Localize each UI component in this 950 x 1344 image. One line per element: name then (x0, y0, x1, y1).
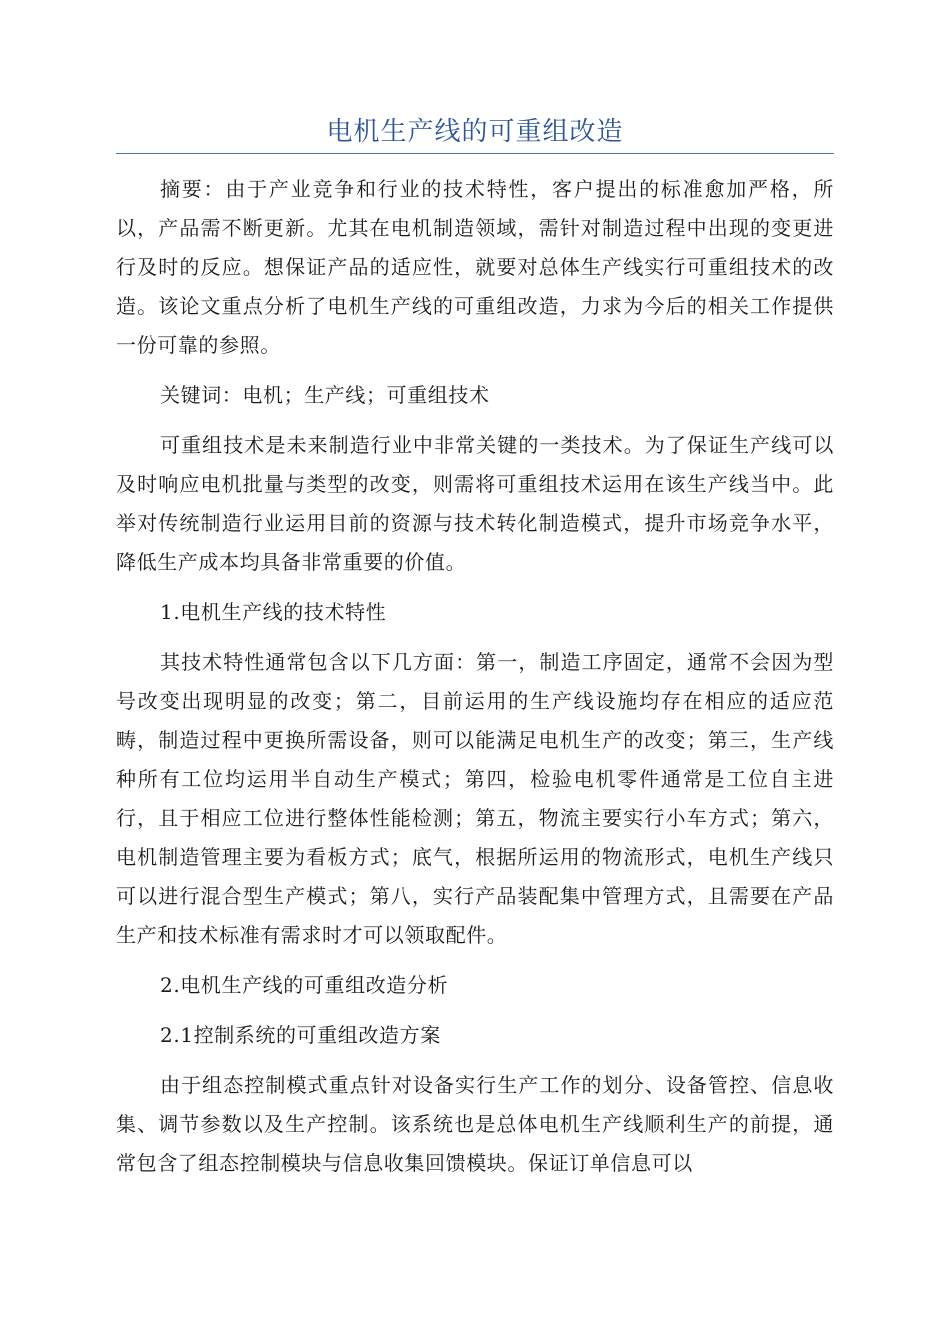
document-title: 电机生产线的可重组改造 (326, 117, 624, 147)
abstract-paragraph: 摘要：由于产业竞争和行业的技术特性，客户提出的标准愈加严格，所以，产品需不断更新。尤其在电机制造领域，需针对制造过程中出现的变更进行及时的反应。想保证产品的适应性，就要对总体生产线实行可重组技术的改造。该论文重点分析了电机生产线的可重组改造，力求为今后的相关工作提供一份可靠的参照。 (116, 177, 834, 357)
keywords-line: 关键词：电机；生产线；可重组技术 (160, 383, 490, 407)
section-heading-1: 1.电机生产线的技术特性 (160, 600, 387, 624)
intro-paragraph: 可重组技术是未来制造行业中非常关键的一类技术。为了保证生产线可以及时响应电机批量与类型的改变，则需将可重组技术运用在该生产线当中。此举对传统制造行业运用目前的资源与技术转化制造模式，提升市场竞争水平，降低生产成本均具备非常重要的价值。 (116, 433, 834, 574)
subsection-2-1-paragraph: 由于组态控制模式重点针对设备实行生产工作的划分、设备管控、信息收集、调节参数以及生产控制。该系统也是总体电机生产线顺利生产的前提，通常包含了组态控制模块与信息收集回馈模块。保证订单信息可以 (116, 1073, 834, 1175)
subsection-heading-2-1: 2.1控制系统的可重组改造方案 (160, 1023, 441, 1047)
document-body (116, 170, 834, 1194)
section-1-paragraph: 其技术特性通常包含以下几方面：第一，制造工序固定，通常不会因为型号改变出现明显的改变；第二，目前运用的生产线设施均存在相应的适应范畴，制造过程中更换所需设备，则可以能满足电机生产的改变；第三，生产线种所有工位均运用半自动生产模式；第四，检验电机零件通常是工位自主进行，且于相应工位进行整体性能检测；第五，物流主要实行小车方式；第六，电机制造管理主要为看板方式；底气，根据所运用的物流形式，电机生产线只可以进行混合型生产模式；第八，实行产品装配集中管理方式，且需要在产品生产和技术标准有需求时才可以领取配件。 (116, 650, 834, 947)
title-underline (116, 153, 834, 154)
section-heading-2: 2.电机生产线的可重组改造分析 (160, 973, 449, 997)
